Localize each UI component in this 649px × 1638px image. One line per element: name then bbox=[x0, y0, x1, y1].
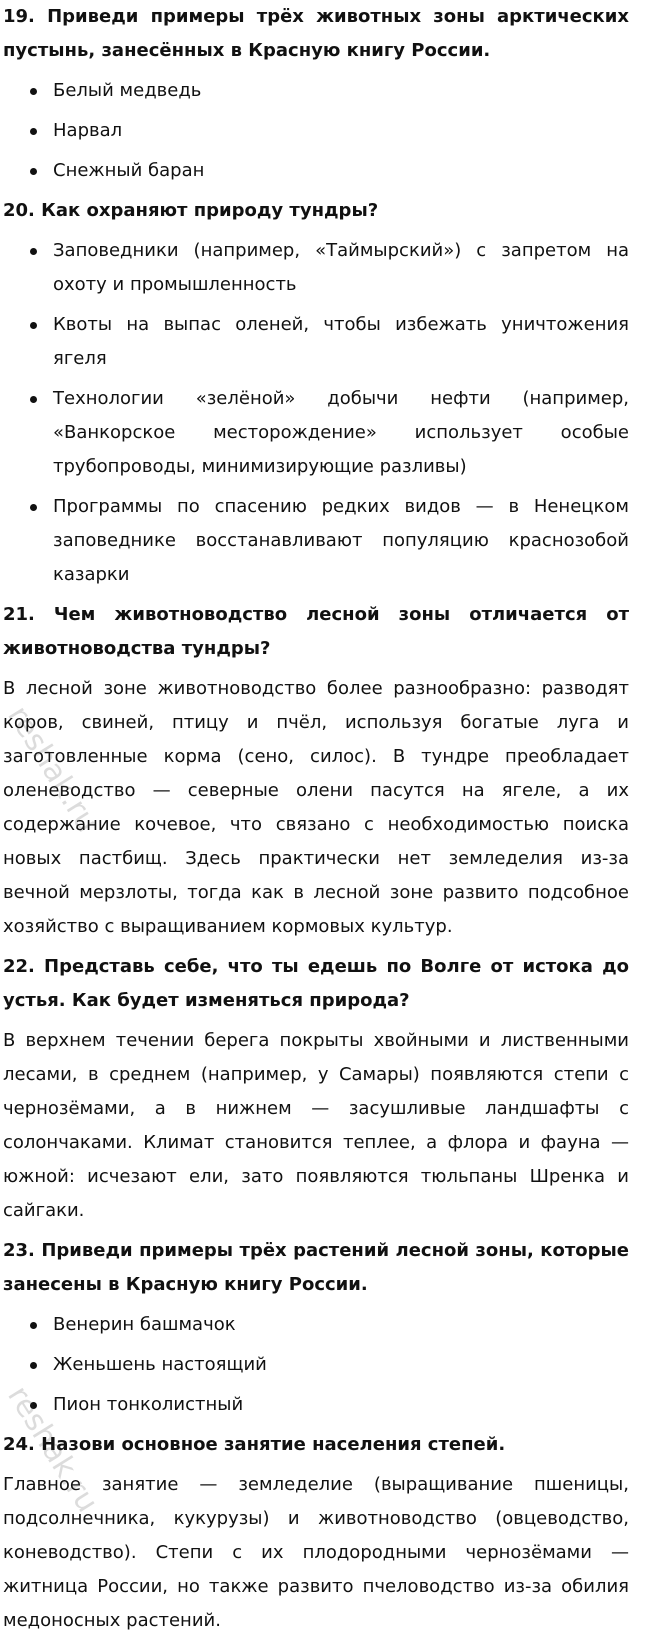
bullet-icon bbox=[30, 88, 37, 95]
watermark: reshak.ru bbox=[0, 1380, 105, 1519]
answer-22: В верхнем течении берега покрыты хвойными и лиственными лесами, в среднем (например, у Самары) появляются степи с чернозёмами, а в нижнем — засушливые ландшафты с солончаками. Климат становится теплее, а флора и фауна — южной: исчезают ели, зато появляются тюльпаны Шренка и сайгаки. bbox=[3, 1030, 629, 1221]
bullet-icon bbox=[30, 168, 37, 175]
bullet-icon bbox=[30, 128, 37, 135]
bullet-icon bbox=[30, 1322, 37, 1329]
bullet-list-23 bbox=[3, 1308, 629, 1422]
list-item: Белый медведь bbox=[3, 74, 629, 108]
list-item: Пион тонколистный bbox=[3, 1388, 629, 1422]
list-item: Снежный баран bbox=[3, 154, 629, 188]
bullet-icon bbox=[30, 1362, 37, 1369]
watermark: reshak.ru bbox=[0, 700, 105, 839]
question-24: 24. Назови основное занятие населения степей. bbox=[3, 1434, 506, 1455]
question-21: 21. Чем животноводство лесной зоны отличается от животноводства тундры? bbox=[3, 604, 629, 659]
question-22: 22. Представь себе, что ты едешь по Волге от истока до устья. Как будет изменяться природа? bbox=[3, 956, 629, 1011]
list-item: Квоты на выпас оленей, чтобы избежать уничтожения ягеля bbox=[3, 308, 629, 376]
bullet-icon bbox=[30, 322, 37, 329]
question-20: 20. Как охраняют природу тундры? bbox=[3, 200, 379, 221]
answer-21: В лесной зоне животноводство более разнообразно: разводят коров, свиней, птицу и пчёл, используя богатые луга и заготовленные корма (сено, силос). В тундре преобладает оленеводство — северные олени пасутся на ягеле, а их содержание кочевое, что связано с необходимостью поиска новых пастбищ. Здесь практически нет земледелия из-за вечной мерзлоты, тогда как в лесной зоне развито подсобное хозяйство с выращиванием кормовых культур. bbox=[3, 678, 629, 937]
document-page bbox=[3, 0, 629, 1638]
bullet-list-20 bbox=[3, 234, 629, 592]
list-item: Заповедники (например, «Таймырский») с запретом на охоту и промышленность bbox=[3, 234, 629, 302]
list-item: Венерин башмачок bbox=[3, 1308, 629, 1342]
list-item: Технологии «зелёной» добычи нефти (например, «Ванкорское месторождение» использует особые трубопроводы, минимизирующие разливы) bbox=[3, 382, 629, 484]
question-19: 19. Приведи примеры трёх животных зоны арктических пустынь, занесённых в Красную книгу России. bbox=[3, 6, 629, 61]
list-item: Программы по спасению редких видов — в Ненецком заповеднике восстанавливают популяцию краснозобой казарки bbox=[3, 490, 629, 592]
list-item: Женьшень настоящий bbox=[3, 1348, 629, 1382]
bullet-icon bbox=[30, 396, 37, 403]
bullet-icon bbox=[30, 504, 37, 511]
answer-24: Главное занятие — земледелие (выращивание пшеницы, подсолнечника, кукурузы) и животноводство (овцеводство, коневодство). Степи с их плодородными чернозёмами — житница России, но также развито пчеловодство из-за обилия медоносных растений. bbox=[3, 1474, 629, 1631]
bullet-icon bbox=[30, 1402, 37, 1409]
bullet-list-19 bbox=[3, 74, 629, 188]
question-23: 23. Приведи примеры трёх растений лесной зоны, которые занесены в Красную книгу России. bbox=[3, 1240, 629, 1295]
list-item: Нарвал bbox=[3, 114, 629, 148]
bullet-icon bbox=[30, 248, 37, 255]
